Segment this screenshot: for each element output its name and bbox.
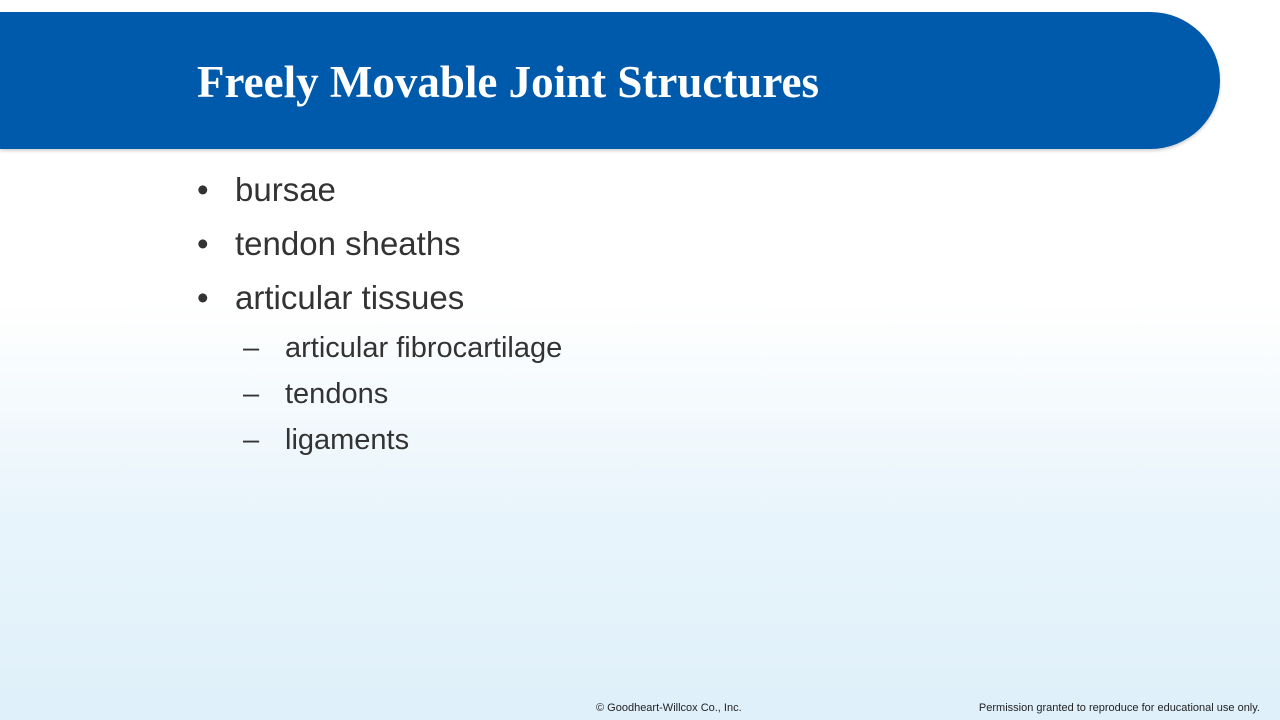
sub-bullet-text: tendons: [285, 378, 389, 410]
bullet-text: articular tissues: [235, 279, 465, 316]
bullet-marker: •: [197, 171, 209, 208]
sub-bullet-item: [243, 371, 562, 417]
dash-marker: –: [243, 378, 260, 410]
footer-copyright: © Goodheart-Willcox Co., Inc.: [596, 702, 742, 714]
bullet-item: [197, 271, 562, 463]
sub-bullet-text: articular fibrocartilage: [285, 332, 563, 364]
sub-bullet-text: ligaments: [285, 424, 410, 456]
sub-bullet-item: [243, 325, 562, 371]
dash-marker: –: [243, 424, 260, 456]
dash-marker: –: [243, 332, 260, 364]
bullet-text: bursae: [235, 171, 336, 208]
bullet-text: tendon sheaths: [235, 225, 461, 262]
bullet-marker: •: [197, 279, 209, 316]
sub-bullet-list: [235, 325, 562, 463]
sub-bullet-item: [243, 417, 562, 463]
bullet-marker: •: [197, 225, 209, 262]
bullet-item: [197, 163, 562, 217]
slide-title: Freely Movable Joint Structures: [197, 57, 819, 107]
footer-permission: Permission granted to reproduce for educational use only.: [978, 702, 1260, 714]
bullet-list: [197, 163, 562, 463]
bullet-item: [197, 217, 562, 271]
